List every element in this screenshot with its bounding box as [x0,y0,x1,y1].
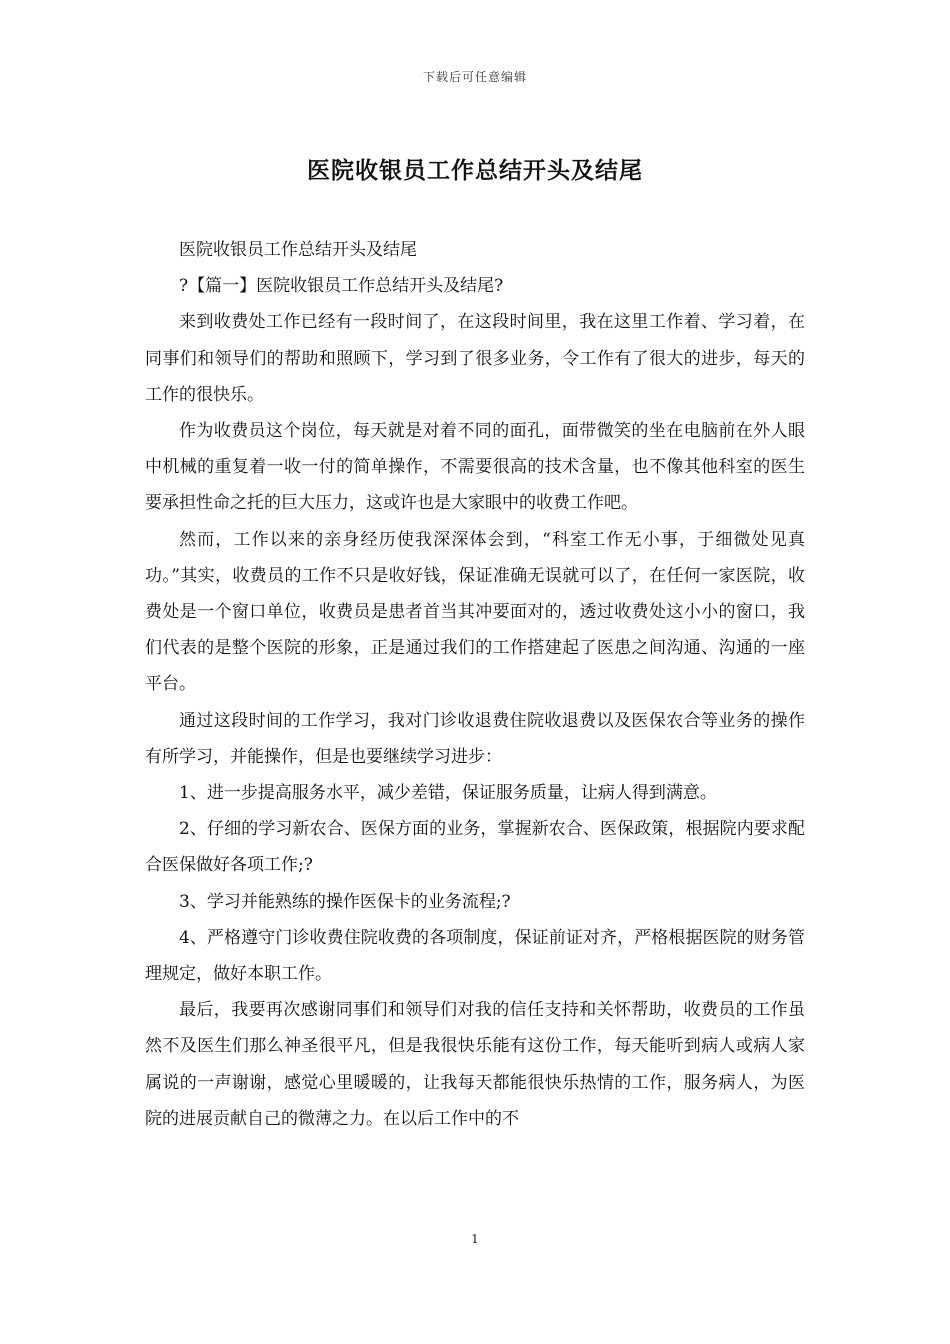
body-paragraph: 然而，工作以来的亲身经历使我深深体会到，“科室工作无小事，于细微处见真功。”其实，收费员的工作不只是收好钱，保证准确无误就可以了，在任何一家医院，收费处是一个窗口单位，收费员是患者首当其冲要面对的，透过收费处这小小的窗口，我们代表的是整个医院的形象，正是通过我们的工作搭建起了医患之间沟通、沟通的一座平台。 [145,529,805,695]
page-number: 1 [471,1232,479,1246]
body-paragraph: ?【篇一】医院收银员工作总结开头及结尾? [179,276,504,297]
body-paragraph: 来到收费处工作已经有一段时间了，在这段时间里，我在这里工作着、学习着，在同事们和领导们的帮助和照顾下，学习到了很多业务，令工作有了很大的进步，每天的工作的很快乐。 [145,312,805,405]
document-title: 医院收银员工作总结开头及结尾 [307,157,643,184]
body-paragraph: 通过这段时间的工作学习，我对门诊收退费住院收退费以及医保农合等业务的操作有所学习，并能操作，但是也要继续学习进步： [145,710,805,767]
list-item: 1、进一步提高服务水平，减少差错，保证服务质量，让病人得到满意。 [179,783,717,804]
list-item: 2、仔细的学习新农合、医保方面的业务，掌握新农合、医保政策，根据院内要求配合医保做好各项工作;? [145,819,805,876]
body-paragraph: 医院收银员工作总结开头及结尾 [179,240,417,260]
document-body [145,232,805,1137]
list-item: 4、严格遵守门诊收费住院收费的各项制度，保证前证对齐，严格根据医院的财务管理规定，做好本职工作。 [145,927,805,985]
body-paragraph: 作为收费员这个岗位，每天就是对着不同的面孔，面带微笑的坐在电脑前在外人眼中机械的重复着一收一付的简单操作，不需要很高的技术含量，也不像其他科室的医生要承担性命之托的巨大压力，这或许也是大家眼中的收费工作吧。 [145,421,805,514]
header-note: 下载后可任意编辑 [422,70,527,84]
list-item: 3、学习并能熟练的操作医保卡的业务流程;? [179,891,511,912]
body-paragraph: 最后，我要再次感谢同事们和领导们对我的信任支持和关怀帮助，收费员的工作虽然不及医生们那么神圣很平凡，但是我很快乐能有这份工作，每天能听到病人或病人家属说的一声谢谢，感觉心里暖暖的，让我每天都能很快乐热情的工作，服务病人，为医院的进展贡献自己的微薄之力。在以后工作中的不 [145,1000,805,1129]
